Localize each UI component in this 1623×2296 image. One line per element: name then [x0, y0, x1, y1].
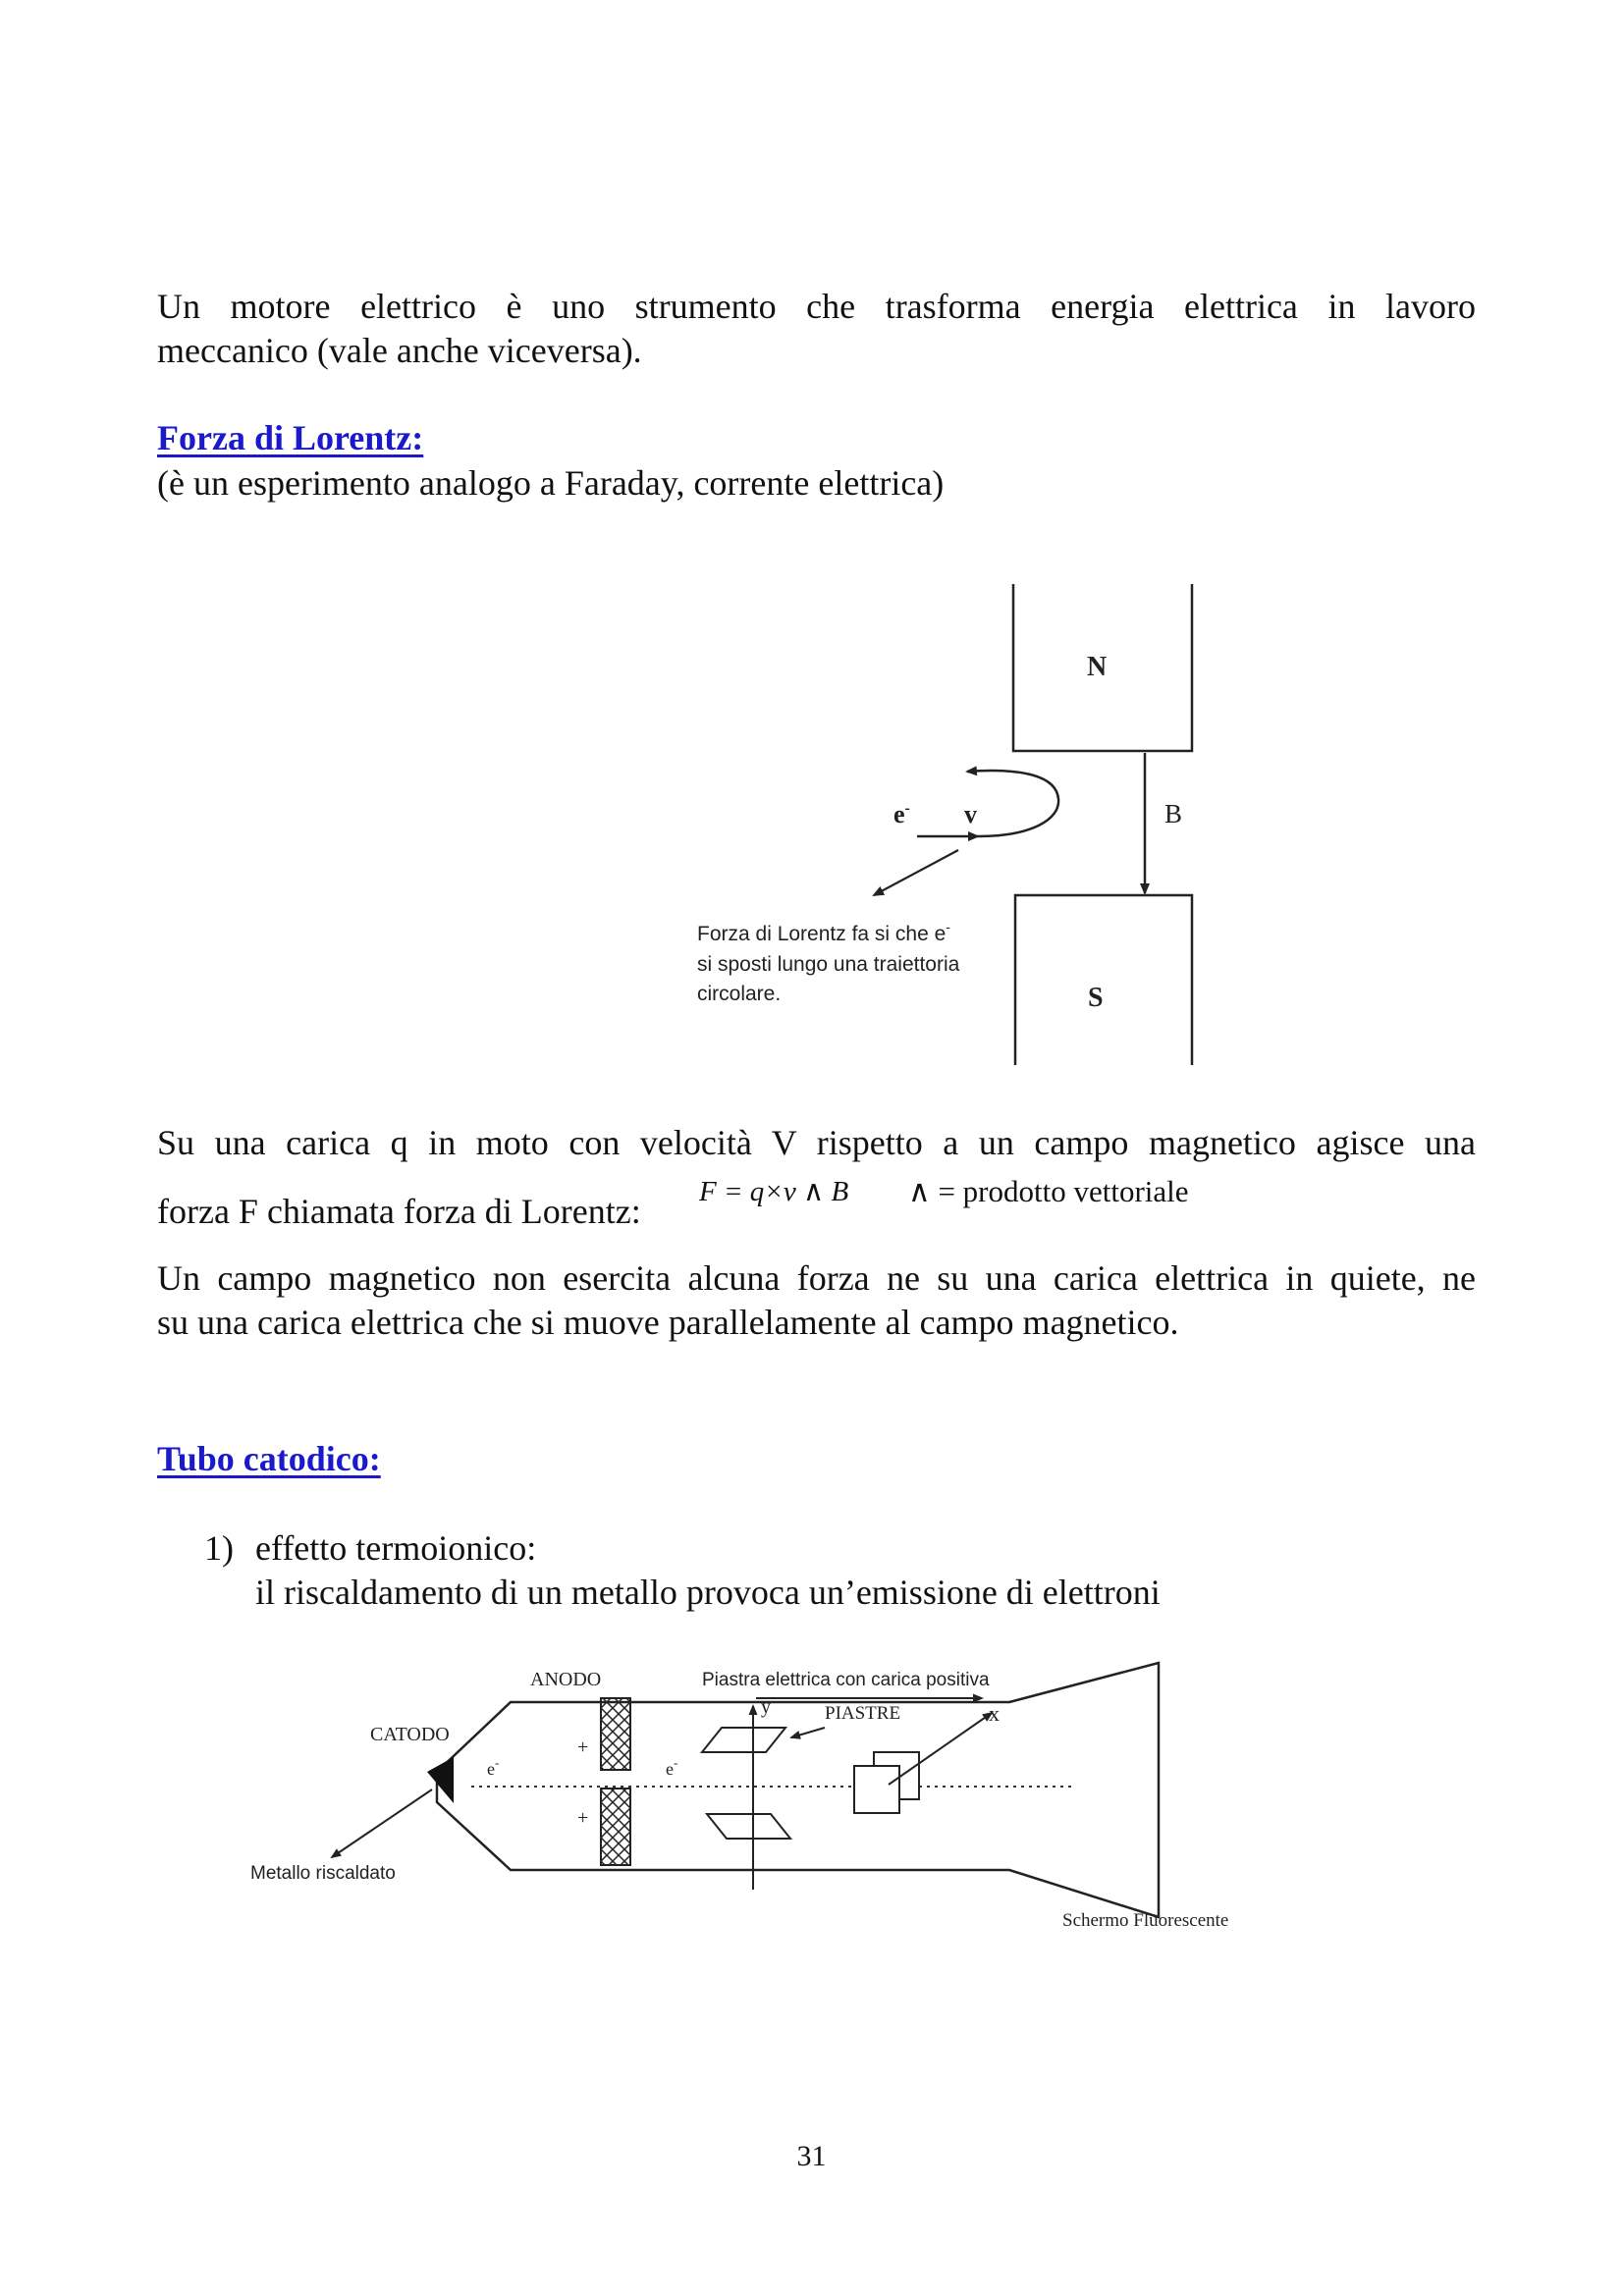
plate-lower [707, 1814, 790, 1839]
field-label: B [1164, 799, 1183, 828]
intro-line-2: meccanico (vale anche viceversa). [157, 331, 642, 370]
page-number: 31 [796, 2140, 827, 2172]
north-pole-label: N [1087, 652, 1108, 682]
lorentz-para2-line2: su una carica elettrica che si muove parallelamente al campo magnetico. [157, 1303, 1179, 1342]
axis-x-label: x [989, 1701, 1000, 1726]
plus-upper: + [577, 1736, 589, 1758]
piastre-pointer [791, 1728, 825, 1737]
lorentz-para1-line2: forza F chiamata forza di Lorentz: [157, 1192, 641, 1231]
south-pole-label: S [1088, 983, 1104, 1013]
metallo-pointer [332, 1789, 432, 1857]
schermo-label: Schermo Fluorescente [1062, 1910, 1229, 1931]
anode-lower [601, 1789, 630, 1865]
metallo-label: Metallo riscaldato [250, 1863, 396, 1884]
lorentz-caption: Forza di Lorentz fa si che e- si sposti lungo una traiettoria circolare. [697, 919, 960, 1005]
list-item-text: il riscaldamento di un metallo provoca un’emissione di elettroni [255, 1573, 1161, 1612]
electron-label-1: e- [487, 1755, 500, 1779]
anode-upper [601, 1698, 630, 1770]
lorentz-para2-line1: Un campo magnetico non esercita alcuna forza ne su una carica elettrica in quiete, ne [157, 1258, 1476, 1298]
velocity-label: v [964, 800, 977, 828]
lorentz-formula: F = q×v ∧ B [699, 1176, 849, 1207]
list-item-title: effetto termoionico: [255, 1528, 537, 1568]
lorentz-heading: Forza di Lorentz: [157, 418, 424, 457]
tubo-heading: Tubo catodico: [157, 1439, 381, 1478]
piastra-label: Piastra elettrica con carica positiva [702, 1670, 990, 1690]
electron-label-2: e- [666, 1755, 678, 1779]
tube-outline [437, 1663, 1159, 1917]
axis-y-label: y [761, 1696, 771, 1718]
anodo-label: ANODO [530, 1669, 602, 1690]
piastre-label: PIASTRE [825, 1703, 901, 1724]
plate-box-front [854, 1766, 899, 1813]
electron-label: e- [893, 800, 910, 828]
x-axis-arrow [889, 1713, 992, 1785]
lorentz-subtitle: (è un esperimento analogo a Faraday, corrente elettrica) [157, 463, 945, 503]
lorentz-para1-line1: Su una carica q in moto con velocità V rispetto a un campo magnetico agisce una [157, 1123, 1476, 1162]
catodo-label: CATODO [370, 1724, 450, 1745]
list-number: 1) [204, 1528, 234, 1568]
cathode [427, 1757, 454, 1803]
plate-upper [702, 1728, 785, 1752]
intro-line-1: Un motore elettrico è uno strumento che trasforma energia elettrica in lavoro [157, 287, 1476, 326]
formula-note: ∧ = prodotto vettoriale [908, 1174, 1189, 1208]
plus-lower: + [577, 1807, 589, 1829]
